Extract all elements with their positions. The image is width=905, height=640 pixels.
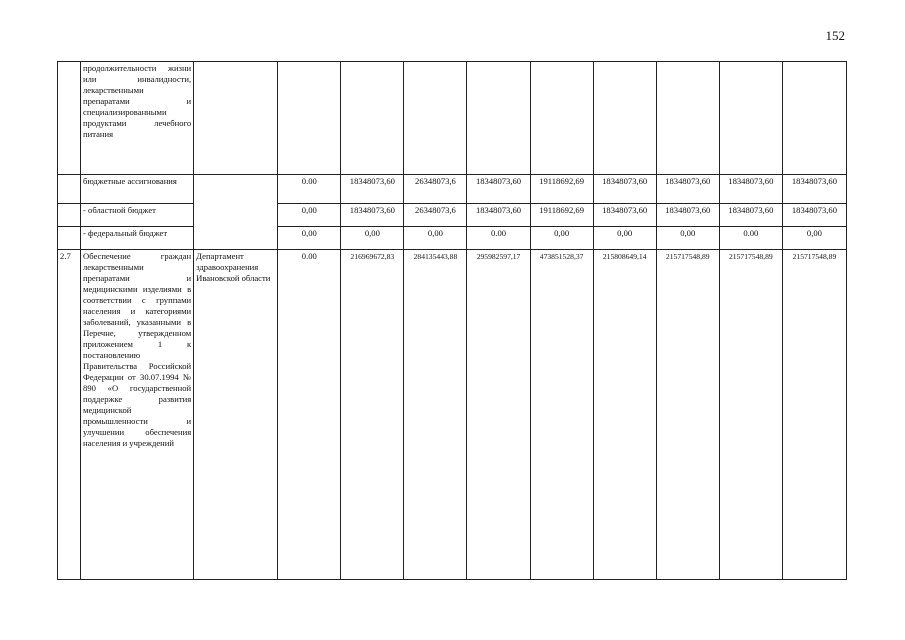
value-cell: 18348073,60	[656, 204, 719, 227]
value-cell	[278, 62, 341, 175]
value-cell: 26348073,6	[404, 175, 467, 204]
value-cell: 284135443,88	[404, 250, 467, 580]
value-cell: 295982597,17	[467, 250, 530, 580]
table-row	[58, 227, 847, 250]
row-index	[58, 175, 81, 204]
value-cell: 19118692,69	[530, 175, 593, 204]
value-cell: 18348073,60	[341, 204, 404, 227]
value-cell: 0.00	[278, 175, 341, 204]
row-executor: Департамент здравоохранения Ивановской области	[194, 250, 278, 580]
value-cell	[530, 62, 593, 175]
value-cell: 215717548,89	[656, 250, 719, 580]
row-index: 2.7	[58, 250, 81, 580]
value-cell	[656, 62, 719, 175]
value-cell: 18348073,60	[593, 175, 656, 204]
value-cell: 0,00	[404, 227, 467, 250]
value-cell: 473851528,37	[530, 250, 593, 580]
value-cell	[719, 62, 782, 175]
value-cell: 18348073,60	[719, 175, 782, 204]
row-description: - федеральный бюджет	[81, 227, 194, 250]
value-cell: 18348073,60	[656, 175, 719, 204]
row-executor	[194, 62, 278, 175]
table-row	[58, 175, 847, 204]
value-cell: 18348073,60	[467, 204, 530, 227]
value-cell: 19118692,69	[530, 204, 593, 227]
value-cell: 0,00	[341, 227, 404, 250]
value-cell: 0.00	[278, 250, 341, 580]
value-cell: 0,00	[278, 227, 341, 250]
value-cell: 0,00	[278, 204, 341, 227]
row-index	[58, 204, 81, 227]
value-cell	[593, 62, 656, 175]
row-index	[58, 62, 81, 175]
value-cell	[782, 62, 846, 175]
value-cell: 215717548,89	[719, 250, 782, 580]
value-cell	[404, 62, 467, 175]
value-cell: 215808649,14	[593, 250, 656, 580]
value-cell: 18348073,60	[782, 175, 846, 204]
value-cell	[341, 62, 404, 175]
value-cell: 216969672,83	[341, 250, 404, 580]
row-description: бюджетные ассигнования	[81, 175, 194, 204]
page-number: 152	[825, 28, 845, 43]
row-description: продолжительности жизни или инвалидности, лекарственными препаратами и специализированными продуктами лечебного питания	[81, 62, 194, 175]
row-description: - областной бюджет	[81, 204, 194, 227]
value-cell: 18348073,60	[782, 204, 846, 227]
table-row	[58, 62, 847, 175]
value-cell: 0,00	[782, 227, 846, 250]
value-cell: 0,00	[656, 227, 719, 250]
value-cell: 18348073,60	[341, 175, 404, 204]
value-cell: 26348073,6	[404, 204, 467, 227]
row-index	[58, 227, 81, 250]
value-cell: 215717548,89	[782, 250, 846, 580]
row-description: Обеспечение граждан лекарственными препаратами и медицинскими изделиями в соответствии с группами населения и категориями заболеваний, указанными в Перечне, утвержденном приложением 1 к постановлению Правительства Российской Федерации от 30.07.1994 № 890 «О государственной поддержке развития медицинской промышленности и улучшении обеспечения населения и учреждений	[81, 250, 194, 580]
value-cell	[467, 62, 530, 175]
value-cell: 0,00	[530, 227, 593, 250]
value-cell: 0.00	[719, 227, 782, 250]
value-cell: 0.00	[467, 227, 530, 250]
row-executor	[194, 175, 278, 250]
value-cell: 18348073,60	[593, 204, 656, 227]
table-row	[58, 250, 847, 580]
table-row	[58, 204, 847, 227]
value-cell: 18348073,60	[719, 204, 782, 227]
value-cell: 0,00	[593, 227, 656, 250]
budget-table	[57, 61, 847, 580]
value-cell: 18348073,60	[467, 175, 530, 204]
